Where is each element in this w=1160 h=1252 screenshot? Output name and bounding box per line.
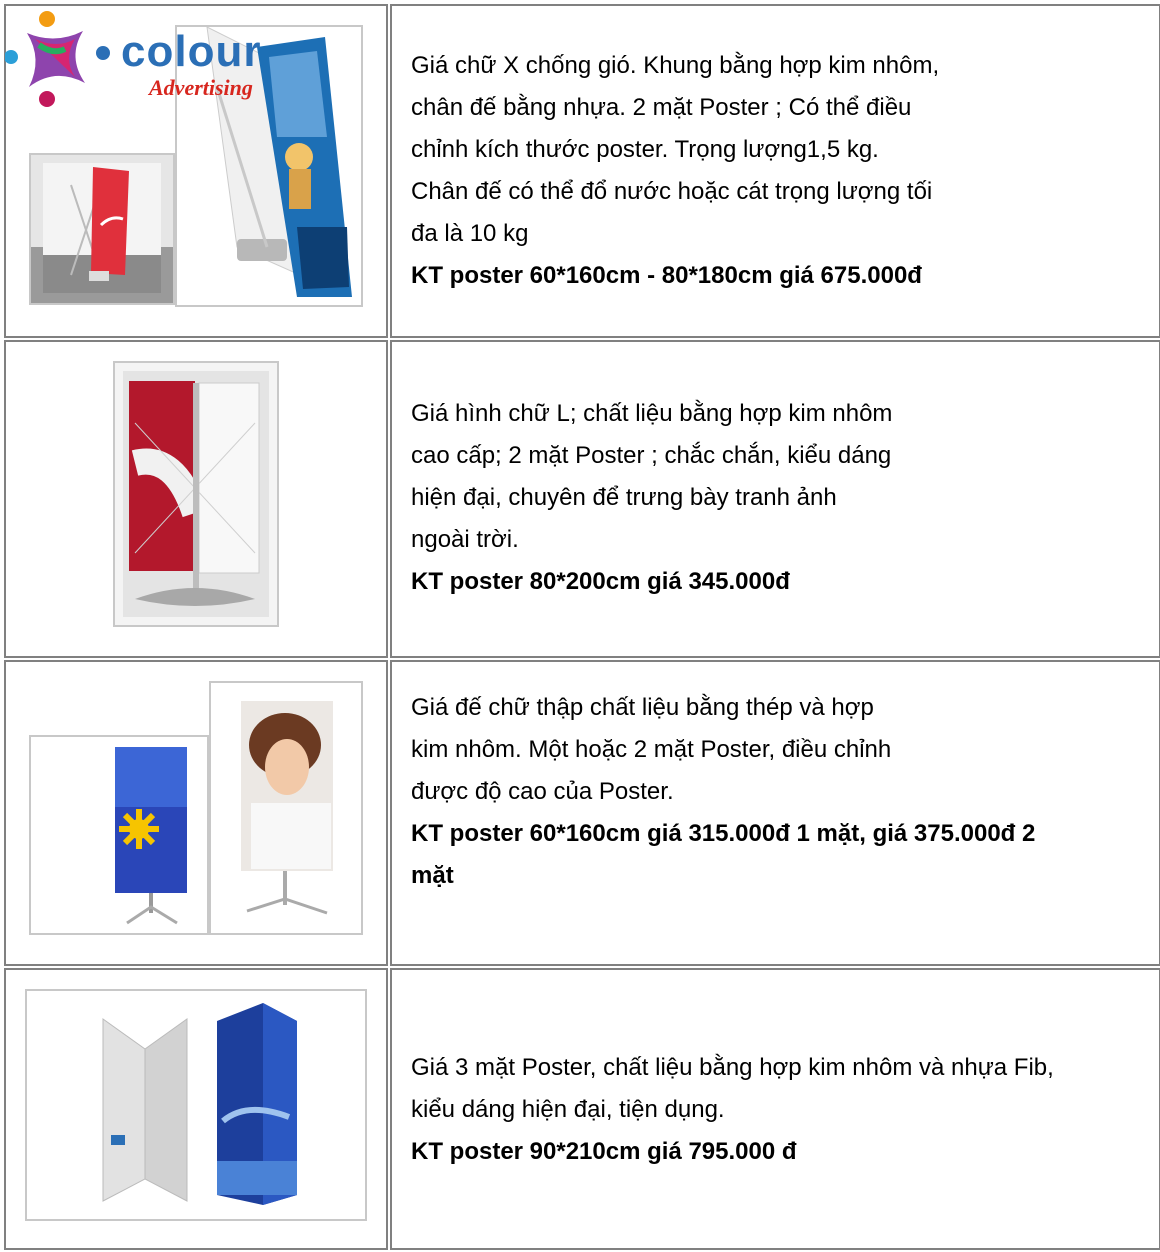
description-line: được độ cao của Poster. xyxy=(411,778,674,805)
image-cell xyxy=(4,4,388,338)
image-cell xyxy=(4,340,388,658)
table-row xyxy=(0,340,1160,658)
description-line: Giá đế chữ thập chất liệu bằng thép và hợp xyxy=(411,694,874,721)
colour-advertising-logo xyxy=(5,5,305,115)
product-photo-l-stand xyxy=(113,361,279,627)
description-cell xyxy=(390,4,1160,338)
description-line: Giá chữ X chống gió. Khung bằng hợp kim nhôm, xyxy=(411,52,940,79)
description-line: Chân đế có thể đổ nước hoặc cát trọng lượng tối xyxy=(411,178,933,205)
description-cell xyxy=(390,968,1160,1250)
product-photo-three-sided-stand xyxy=(25,989,367,1221)
description-cell xyxy=(390,660,1160,966)
description-line: chân đế bằng nhựa. 2 mặt Poster ; Có thể điều xyxy=(411,94,912,121)
product-description xyxy=(411,1047,1140,1173)
table-row xyxy=(0,0,1160,338)
price-line: mặt xyxy=(411,862,454,889)
image-cell xyxy=(4,660,388,966)
price-line: KT poster 60*160cm - 80*180cm giá 675.000đ xyxy=(411,262,922,289)
description-line: Giá hình chữ L; chất liệu bằng hợp kim nhôm xyxy=(411,400,893,427)
description-line: kiểu dáng hiện đại, tiện dụng. xyxy=(411,1096,725,1123)
product-description xyxy=(411,687,1140,897)
logo-wordmark: colour xyxy=(121,27,262,76)
image-cell xyxy=(4,968,388,1250)
table-row xyxy=(0,968,1160,1252)
description-line: hiện đại, chuyên để trưng bày tranh ảnh xyxy=(411,484,837,511)
description-cell xyxy=(390,340,1160,658)
product-photo-cross-stand-portrait xyxy=(209,681,363,935)
description-line: Giá 3 mặt Poster, chất liệu bằng hợp kim nhôm và nhựa Fib, xyxy=(411,1054,1054,1081)
product-description xyxy=(411,45,1140,297)
description-line: chỉnh kích thước poster. Trọng lượng1,5 kg. xyxy=(411,136,879,163)
product-photo-x-stand-small xyxy=(29,153,175,305)
product-photo-cross-stand-flower xyxy=(29,735,209,935)
product-description xyxy=(411,393,1140,603)
description-line: kim nhôm. Một hoặc 2 mặt Poster, điều chỉnh xyxy=(411,736,892,763)
price-line: KT poster 80*200cm giá 345.000đ xyxy=(411,568,790,595)
logo-tagline: Advertising xyxy=(149,75,253,100)
description-line: ngoài trời. xyxy=(411,526,519,553)
price-line: KT poster 90*210cm giá 795.000 đ xyxy=(411,1138,797,1165)
description-line: đa là 10 kg xyxy=(411,220,529,247)
table-row xyxy=(0,660,1160,966)
price-line: KT poster 60*160cm giá 315.000đ 1 mặt, giá 375.000đ 2 xyxy=(411,820,1036,847)
description-line: cao cấp; 2 mặt Poster ; chắc chắn, kiểu dáng xyxy=(411,442,892,469)
